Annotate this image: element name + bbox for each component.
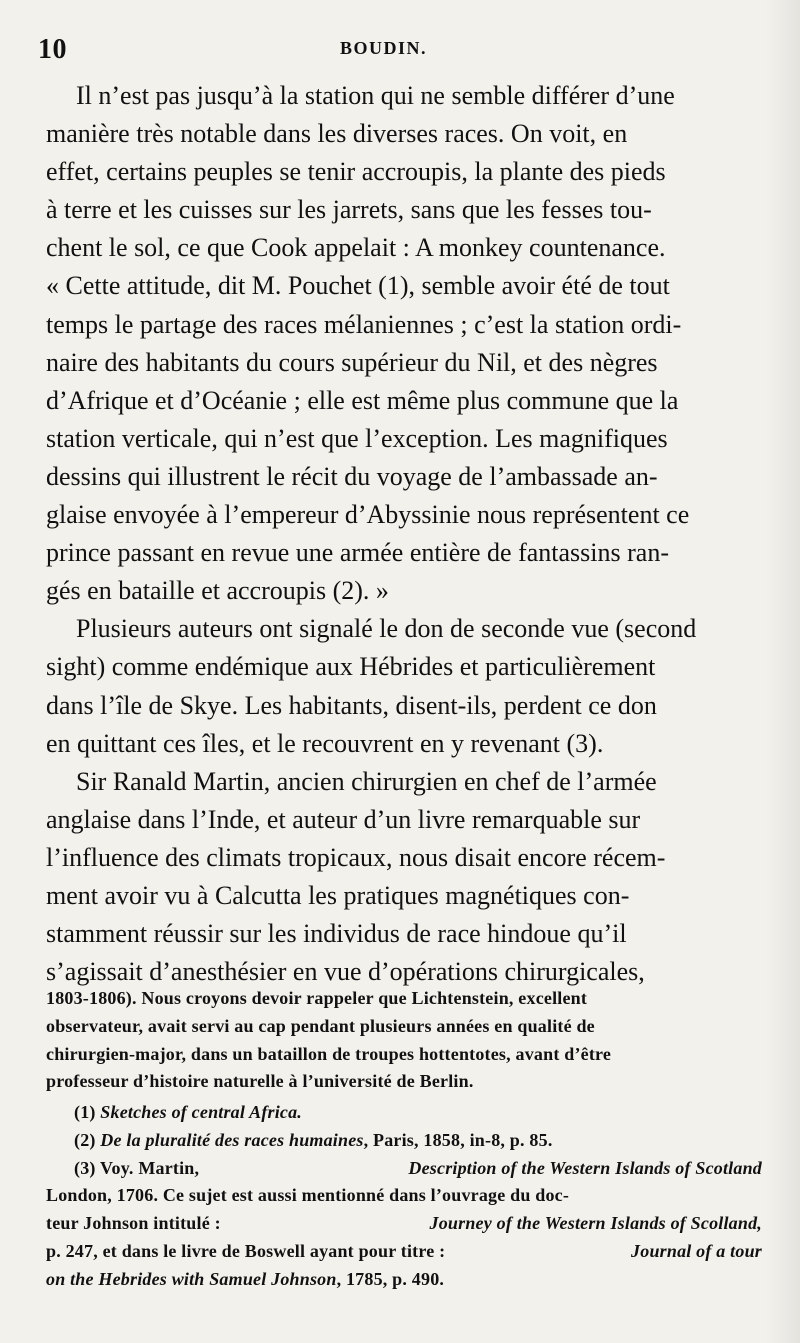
- footnote-1: [46, 1099, 762, 1127]
- footnote-text: , 1785, p. 490.: [336, 1268, 445, 1289]
- text-line: « Cette attitude, dit M. Pouchet (1), semble avoir été de tout: [46, 271, 670, 301]
- note-line: professeur d’histoire naturelle à l’université de Berlin.: [46, 1071, 474, 1092]
- footnote-3-line: [46, 1238, 762, 1266]
- footnote-title: Journal of a tour: [631, 1240, 762, 1261]
- footnote-2: [46, 1127, 762, 1155]
- main-text: [46, 77, 758, 991]
- text-line: en quittant ces îles, et le recouvrent en y revenant (3).: [46, 728, 604, 758]
- text-line: à terre et les cuisses sur les jarrets, sans que les fesses tou-: [46, 195, 652, 225]
- text-line: anglaise dans l’Inde, et auteur d’un livre remarquable sur: [46, 804, 641, 834]
- text-line: dessins qui illustrent le récit du voyage de l’ambassade an-: [46, 461, 658, 491]
- footnote-3-line: London, 1706. Ce sujet est aussi mentionné dans l’ouvrage du doc-: [46, 1185, 570, 1206]
- text-line: naire des habitants du cours supérieur du Nil, et des nègres: [46, 347, 658, 377]
- footnote-text: , Paris, 1858, in-8, p. 85.: [363, 1129, 553, 1150]
- text-line: chent le sol, ce que Cook appelait : A monkey countenance.: [46, 233, 666, 263]
- text-line: temps le partage des races mélaniennes ; c’est la station ordi-: [46, 309, 682, 339]
- page-edge-shadow: [766, 0, 800, 1343]
- footnote-title: Sketches of central Africa.: [100, 1102, 303, 1122]
- footnote-text: p. 247, et dans le livre de Boswell ayant pour titre :: [46, 1240, 446, 1261]
- text-line: Sir Ranald Martin, ancien chirurgien en chef de l’armée: [76, 766, 657, 796]
- text-line: ment avoir vu à Calcutta les pratiques magnétiques con-: [46, 880, 630, 910]
- footnote-marker: (3) Voy. Martin,: [74, 1157, 200, 1178]
- text-line: prince passant en revue une armée entière de fantassins ran-: [46, 538, 669, 568]
- footnote-title: Description of the Western Islands of Scotland: [408, 1157, 762, 1178]
- text-line: stamment réussir sur les individus de race hindoue qu’il: [46, 919, 627, 949]
- text-line: station verticale, qui n’est que l’exception. Les magnifiques: [46, 423, 668, 453]
- footnote-3: [46, 1155, 762, 1183]
- text-line: gés en bataille et accroupis (2). »: [46, 576, 389, 606]
- text-line: manière très notable dans les diverses races. On voit, en: [46, 119, 628, 149]
- text-line: effet, certains peuples se tenir accroupis, la plante des pieds: [46, 157, 666, 187]
- footnote-title: De la pluralité des races humaines: [100, 1129, 364, 1150]
- text-line: s’agissait d’anesthésier en vue d’opérations chirurgicales,: [46, 957, 645, 987]
- note-line: 1803-1806). Nous croyons devoir rappeler que Lichtenstein, excellent: [46, 988, 588, 1008]
- page-number: 10: [38, 34, 67, 65]
- note-line: chirurgien-major, dans un bataillon de troupes hottentotes, avant d’être: [46, 1043, 612, 1064]
- footnote-3-line: [46, 1266, 762, 1294]
- footnotes: [46, 1099, 762, 1294]
- footnote-text: teur Johnson intitulé :: [46, 1213, 221, 1234]
- text-line: glaise envoyée à l’empereur d’Abyssinie nous représentent ce: [46, 500, 690, 530]
- text-line: Il n’est pas jusqu’à la station qui ne semble différer d’une: [76, 81, 675, 110]
- footnote-title: Journey of the Western Islands of Scolland,: [429, 1213, 762, 1234]
- footnote-3-line: [46, 1210, 762, 1238]
- text-line: l’influence des climats tropicaux, nous disait encore récem-: [46, 842, 666, 872]
- page-header: [38, 34, 758, 74]
- text-line: Plusieurs auteurs ont signalé le don de seconde vue (second: [76, 614, 697, 644]
- text-line: d’Afrique et d’Océanie ; elle est même plus commune que la: [46, 385, 679, 415]
- footnote-title: on the Hebrides with Samuel Johnson: [46, 1268, 337, 1289]
- running-head: BOUDIN.: [340, 38, 428, 58]
- footnote-marker: (2): [74, 1129, 96, 1150]
- note-line: observateur, avait servi au cap pendant plusieurs années en qualité de: [46, 1015, 595, 1036]
- text-line: sight) comme endémique aux Hébrides et particulièrement: [46, 652, 656, 682]
- footnote-marker: (1): [74, 1102, 96, 1122]
- text-line: dans l’île de Skye. Les habitants, disent-ils, perdent ce don: [46, 690, 657, 720]
- continued-note: [46, 985, 762, 1096]
